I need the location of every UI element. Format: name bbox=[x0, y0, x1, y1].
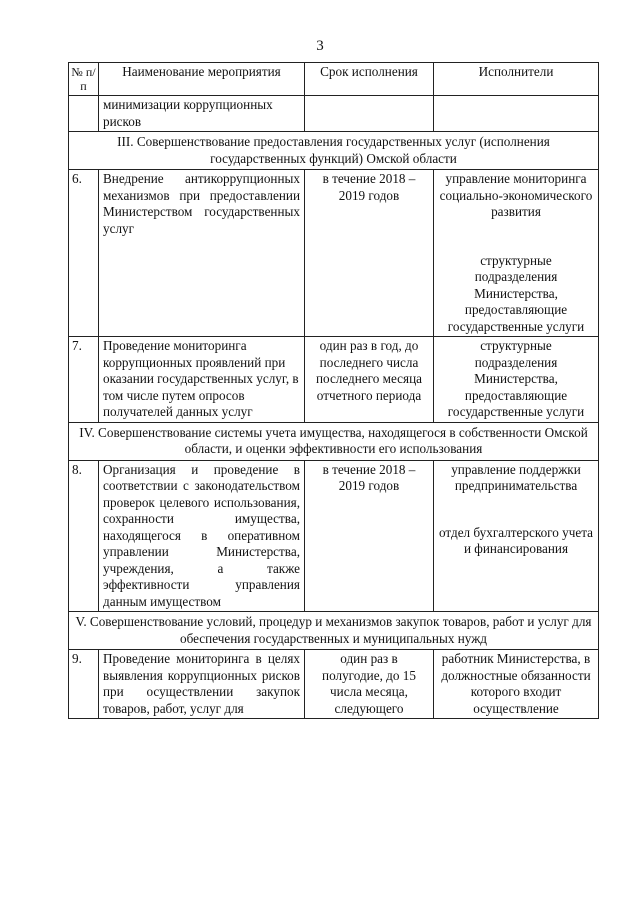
header-num: № п/п bbox=[69, 63, 99, 96]
header-name: Наименование мероприятия bbox=[99, 63, 305, 96]
row7-deadline: один раз в год, до последнего числа последнего месяца отчетного периода bbox=[305, 337, 434, 423]
table-header-row bbox=[69, 63, 599, 96]
row9-deadline: один раз в полугодие, до 15 числа месяца, следующего bbox=[305, 650, 434, 719]
row8-executors bbox=[434, 460, 599, 612]
section-heading-3 bbox=[69, 132, 599, 170]
page-number: 3 bbox=[316, 38, 324, 54]
table-row-8 bbox=[69, 460, 599, 612]
row6-executor-1: управление мониторинга социально-экономического развития bbox=[439, 171, 593, 219]
row8-executor-1: управление поддержки предпринимательства bbox=[451, 461, 581, 493]
row8-deadline: в течение 2018 – 2019 годов bbox=[305, 460, 434, 612]
header-executors: Исполнители bbox=[434, 63, 599, 96]
section-heading-5 bbox=[69, 612, 599, 650]
row6-name: Внедрение антикоррупционных механизмов при предоставлении Министерством государственных услуг bbox=[99, 170, 305, 337]
row7-executor: структурные подразделения Министерства, предоставляющие государственные услуги bbox=[434, 337, 599, 423]
row7-num: 7. bbox=[69, 337, 99, 423]
table-row-9 bbox=[69, 650, 599, 719]
row8-num: 8. bbox=[69, 460, 99, 612]
table-row-7 bbox=[69, 337, 599, 423]
row8-executor-2: отдел бухгалтерского учета и финансирования bbox=[438, 524, 594, 556]
row7-name: Проведение мониторинга коррупционных проявлений при оказании государственных услуг, в том числе путем опросов получателей данных услуг bbox=[99, 337, 305, 423]
row6-num: 6. bbox=[69, 170, 99, 337]
row8-name: Организация и проведение в соответствии с законодательством проверок целевого использования, сохранности имущества, находящегося в оперативном управлении Министерства, учреждения, а также эффективности управления данным имуществом bbox=[99, 460, 305, 612]
table-row-6 bbox=[69, 170, 599, 337]
row9-executor: работник Министерства, в должностные обязанности которого входит осуществление bbox=[434, 650, 599, 719]
section5-title: V. Совершенствование условий, процедур и механизмов закупок товаров, работ и услуг для обеспечения государственных и муниципальных нужд bbox=[69, 612, 599, 650]
action-plan-table bbox=[68, 62, 599, 719]
row6-executor-2: структурные подразделения Министерства, предоставляющие государственные услуги bbox=[447, 252, 585, 334]
row9-name: Проведение мониторинга в целях выявления коррупционных рисков при осуществлении закупок товаров, работ, услуг для bbox=[99, 650, 305, 719]
section3-title: III. Совершенствование предоставления государственных услуг (исполнения государственных функций) Омской области bbox=[69, 132, 599, 170]
table-row-continuation bbox=[69, 96, 599, 132]
section-heading-4 bbox=[69, 422, 599, 460]
header-deadline: Срок исполнения bbox=[305, 63, 434, 96]
continuation-name: минимизации коррупционных рисков bbox=[99, 96, 305, 132]
row9-num: 9. bbox=[69, 650, 99, 719]
section4-title: IV. Совершенствование системы учета имущества, находящегося в собственности Омской области, и оценки эффективности его использования bbox=[69, 422, 599, 460]
row6-executors bbox=[434, 170, 599, 337]
row6-deadline: в течение 2018 – 2019 годов bbox=[305, 170, 434, 337]
